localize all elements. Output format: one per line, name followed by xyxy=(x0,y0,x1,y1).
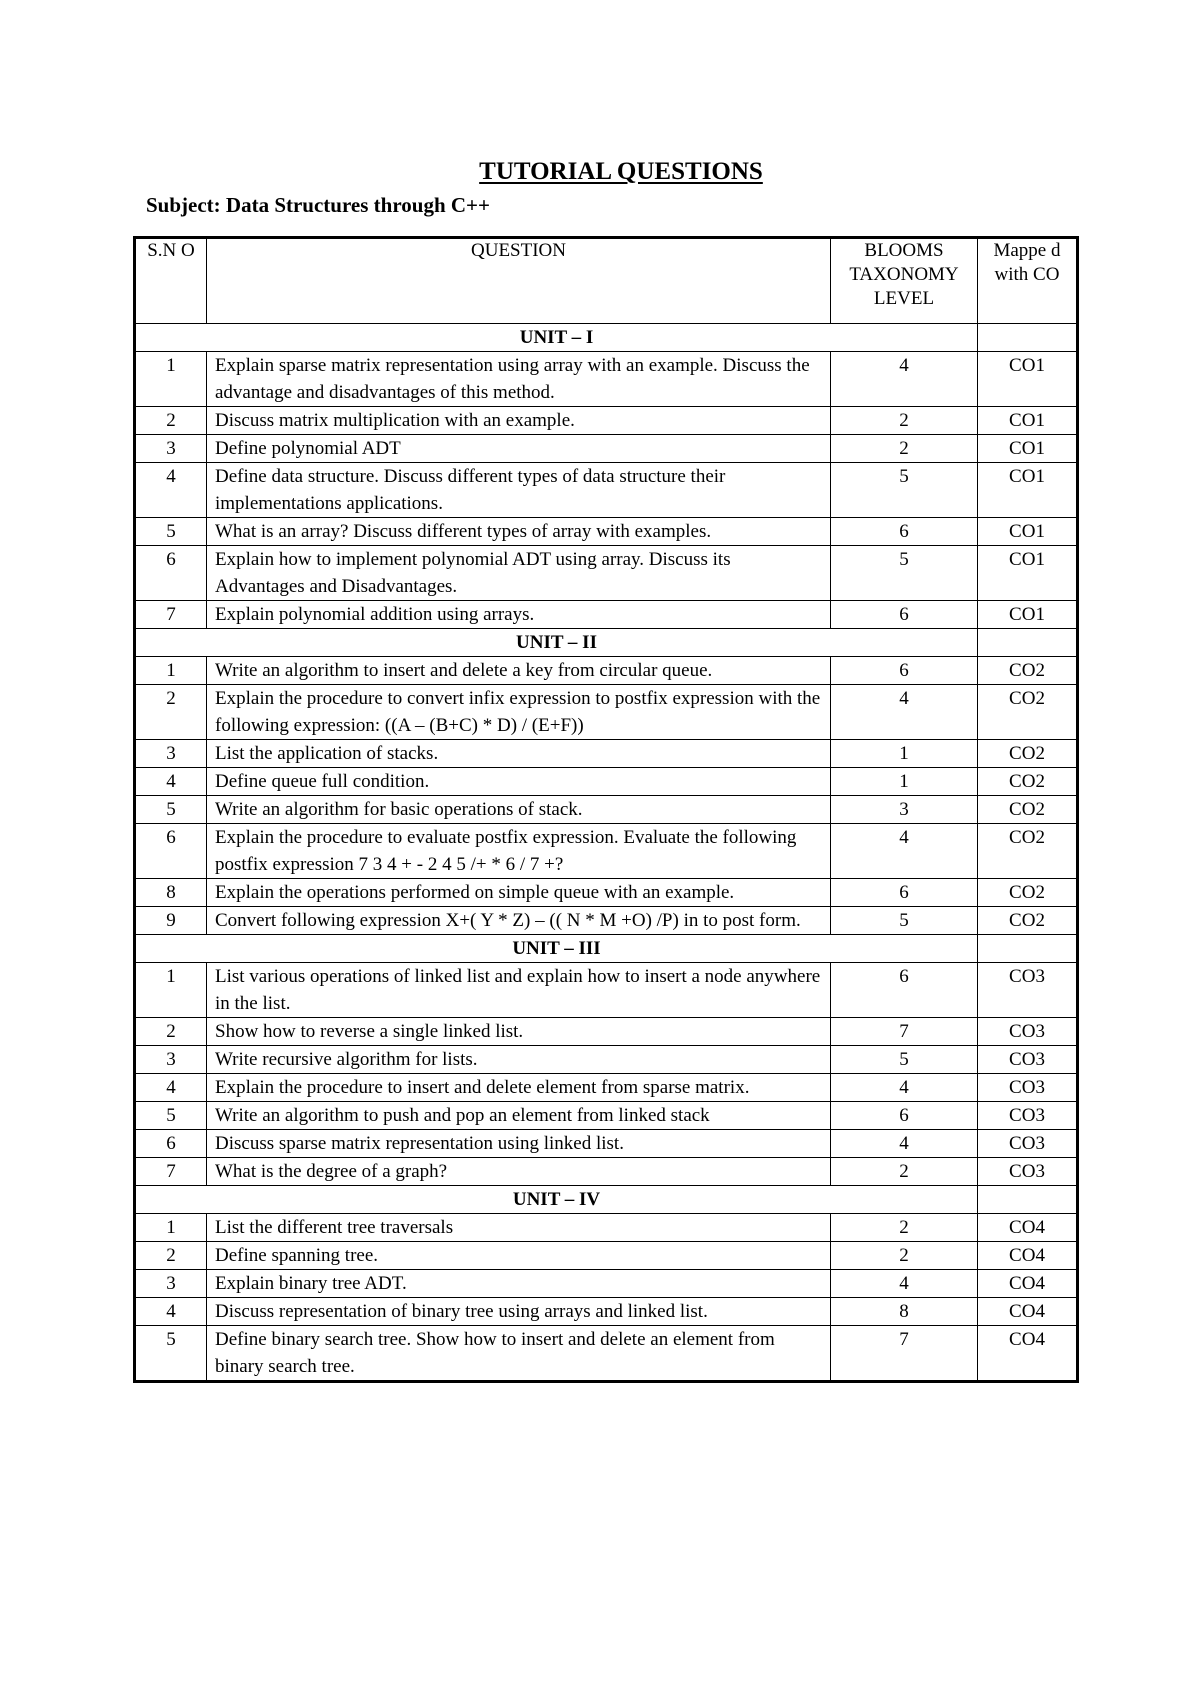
cell-mapped-co: CO3 xyxy=(978,963,1078,1018)
subject-line: Subject: Data Structures through C++ xyxy=(146,193,490,217)
cell-blooms-level: 6 xyxy=(831,963,978,1018)
table-row xyxy=(135,601,1078,629)
table-row xyxy=(135,1298,1078,1326)
cell-mapped-co: CO2 xyxy=(978,879,1078,907)
cell-sno: 8 xyxy=(135,879,207,907)
table-row xyxy=(135,1074,1078,1102)
cell-question: List the application of stacks. xyxy=(207,740,831,768)
table-row xyxy=(135,1046,1078,1074)
table-row xyxy=(135,824,1078,879)
unit-empty-cell xyxy=(978,629,1078,657)
cell-question: Show how to reverse a single linked list. xyxy=(207,1018,831,1046)
unit-title: UNIT – IV xyxy=(135,1186,978,1214)
unit-title: UNIT – I xyxy=(135,324,978,352)
cell-question: Explain the procedure to insert and delete element from sparse matrix. xyxy=(207,1074,831,1102)
table-row xyxy=(135,1130,1078,1158)
cell-blooms-level: 5 xyxy=(831,1046,978,1074)
cell-blooms-level: 4 xyxy=(831,1074,978,1102)
cell-blooms-level: 5 xyxy=(831,463,978,518)
cell-sno: 2 xyxy=(135,685,207,740)
cell-blooms-level: 6 xyxy=(831,879,978,907)
cell-mapped-co: CO3 xyxy=(978,1074,1078,1102)
cell-sno: 4 xyxy=(135,463,207,518)
cell-blooms-level: 2 xyxy=(831,1158,978,1186)
cell-blooms-level: 4 xyxy=(831,824,978,879)
unit-empty-cell xyxy=(978,935,1078,963)
cell-blooms-level: 2 xyxy=(831,1214,978,1242)
cell-question: Explain binary tree ADT. xyxy=(207,1270,831,1298)
cell-question: Define queue full condition. xyxy=(207,768,831,796)
cell-question: Explain the procedure to evaluate postfix expression. Evaluate the following postfix expression 7 3 4 + - 2 4 5 /+ * 6 / 7 +? xyxy=(207,824,831,879)
cell-blooms-level: 6 xyxy=(831,657,978,685)
cell-blooms-level: 8 xyxy=(831,1298,978,1326)
cell-mapped-co: CO1 xyxy=(978,435,1078,463)
cell-blooms-level: 2 xyxy=(831,435,978,463)
cell-blooms-level: 2 xyxy=(831,1242,978,1270)
table-row xyxy=(135,963,1078,1018)
cell-mapped-co: CO2 xyxy=(978,657,1078,685)
cell-mapped-co: CO2 xyxy=(978,907,1078,935)
table-row xyxy=(135,1018,1078,1046)
unit-header-row xyxy=(135,324,1078,352)
cell-sno: 1 xyxy=(135,352,207,407)
cell-blooms-level: 1 xyxy=(831,740,978,768)
cell-blooms-level: 5 xyxy=(831,907,978,935)
cell-sno: 3 xyxy=(135,1046,207,1074)
cell-mapped-co: CO2 xyxy=(978,768,1078,796)
table-row xyxy=(135,1158,1078,1186)
table-row xyxy=(135,518,1078,546)
cell-question: Define polynomial ADT xyxy=(207,435,831,463)
cell-sno: 1 xyxy=(135,1214,207,1242)
cell-question: Discuss matrix multiplication with an example. xyxy=(207,407,831,435)
cell-sno: 5 xyxy=(135,1326,207,1382)
cell-sno: 2 xyxy=(135,1018,207,1046)
cell-question: Explain how to implement polynomial ADT using array. Discuss its Advantages and Disadvantages. xyxy=(207,546,831,601)
unit-empty-cell xyxy=(978,324,1078,352)
unit-title: UNIT – II xyxy=(135,629,978,657)
cell-question: What is the degree of a graph? xyxy=(207,1158,831,1186)
cell-blooms-level: 6 xyxy=(831,1102,978,1130)
cell-blooms-level: 2 xyxy=(831,407,978,435)
cell-question: Define binary search tree. Show how to insert and delete an element from binary search tree. xyxy=(207,1326,831,1382)
cell-mapped-co: CO2 xyxy=(978,796,1078,824)
cell-sno: 5 xyxy=(135,796,207,824)
cell-mapped-co: CO3 xyxy=(978,1130,1078,1158)
cell-mapped-co: CO3 xyxy=(978,1102,1078,1130)
cell-question: List the different tree traversals xyxy=(207,1214,831,1242)
cell-mapped-co: CO1 xyxy=(978,518,1078,546)
cell-sno: 1 xyxy=(135,963,207,1018)
table-row xyxy=(135,1326,1078,1382)
cell-mapped-co: CO4 xyxy=(978,1326,1078,1382)
cell-blooms-level: 5 xyxy=(831,546,978,601)
table-header-row xyxy=(135,238,1078,324)
cell-blooms-level: 4 xyxy=(831,1270,978,1298)
cell-mapped-co: CO3 xyxy=(978,1158,1078,1186)
unit-title: UNIT – III xyxy=(135,935,978,963)
cell-mapped-co: CO3 xyxy=(978,1046,1078,1074)
cell-sno: 3 xyxy=(135,1270,207,1298)
cell-question: Convert following expression X+( Y * Z) – (( N * M +O) /P) in to post form. xyxy=(207,907,831,935)
cell-question: Discuss sparse matrix representation using linked list. xyxy=(207,1130,831,1158)
cell-mapped-co: CO1 xyxy=(978,407,1078,435)
cell-question: Write an algorithm to push and pop an element from linked stack xyxy=(207,1102,831,1130)
table-row xyxy=(135,685,1078,740)
table-row xyxy=(135,352,1078,407)
cell-question: Explain the procedure to convert infix expression to postfix expression with the following expression: ((A – (B+C) * D) / (E+F)) xyxy=(207,685,831,740)
cell-sno: 9 xyxy=(135,907,207,935)
questions-table xyxy=(133,236,1079,1383)
table-row xyxy=(135,1270,1078,1298)
cell-sno: 7 xyxy=(135,1158,207,1186)
cell-sno: 2 xyxy=(135,1242,207,1270)
cell-blooms-level: 7 xyxy=(831,1018,978,1046)
cell-blooms-level: 6 xyxy=(831,601,978,629)
cell-sno: 6 xyxy=(135,1130,207,1158)
table-row xyxy=(135,879,1078,907)
cell-mapped-co: CO1 xyxy=(978,546,1078,601)
table-row xyxy=(135,463,1078,518)
page-title: TUTORIAL QUESTIONS xyxy=(479,158,763,185)
table-row xyxy=(135,1214,1078,1242)
cell-sno: 6 xyxy=(135,546,207,601)
cell-sno: 3 xyxy=(135,435,207,463)
unit-empty-cell xyxy=(978,1186,1078,1214)
cell-question: Define data structure. Discuss different types of data structure their implementations applications. xyxy=(207,463,831,518)
cell-sno: 6 xyxy=(135,824,207,879)
cell-mapped-co: CO1 xyxy=(978,601,1078,629)
cell-mapped-co: CO4 xyxy=(978,1298,1078,1326)
cell-question: Explain sparse matrix representation using array with an example. Discuss the advantage and disadvantages of this method. xyxy=(207,352,831,407)
cell-sno: 5 xyxy=(135,1102,207,1130)
cell-question: Write an algorithm to insert and delete a key from circular queue. xyxy=(207,657,831,685)
unit-header-row xyxy=(135,935,1078,963)
unit-header-row xyxy=(135,629,1078,657)
table-row xyxy=(135,1102,1078,1130)
cell-sno: 5 xyxy=(135,518,207,546)
cell-question: Explain the operations performed on simple queue with an example. xyxy=(207,879,831,907)
cell-blooms-level: 3 xyxy=(831,796,978,824)
cell-blooms-level: 4 xyxy=(831,685,978,740)
cell-sno: 7 xyxy=(135,601,207,629)
table-row xyxy=(135,435,1078,463)
table-row xyxy=(135,740,1078,768)
table-row xyxy=(135,768,1078,796)
cell-sno: 4 xyxy=(135,1074,207,1102)
cell-mapped-co: CO4 xyxy=(978,1242,1078,1270)
cell-blooms-level: 4 xyxy=(831,352,978,407)
table-row xyxy=(135,657,1078,685)
cell-mapped-co: CO2 xyxy=(978,685,1078,740)
cell-sno: 4 xyxy=(135,768,207,796)
cell-mapped-co: CO1 xyxy=(978,352,1078,407)
header-mapped-co: Mappe d with CO xyxy=(978,238,1078,324)
cell-mapped-co: CO1 xyxy=(978,463,1078,518)
unit-header-row xyxy=(135,1186,1078,1214)
header-blooms-level: BLOOMS TAXONOMY LEVEL xyxy=(831,238,978,324)
cell-sno: 4 xyxy=(135,1298,207,1326)
cell-question: Write an algorithm for basic operations of stack. xyxy=(207,796,831,824)
cell-sno: 3 xyxy=(135,740,207,768)
cell-question: Explain polynomial addition using arrays. xyxy=(207,601,831,629)
cell-mapped-co: CO4 xyxy=(978,1214,1078,1242)
cell-mapped-co: CO2 xyxy=(978,740,1078,768)
table-body xyxy=(135,324,1078,1382)
cell-question: What is an array? Discuss different types of array with examples. xyxy=(207,518,831,546)
header-sno: S.N O xyxy=(135,238,207,324)
table-row xyxy=(135,796,1078,824)
cell-question: Discuss representation of binary tree using arrays and linked list. xyxy=(207,1298,831,1326)
table-row xyxy=(135,546,1078,601)
table-row xyxy=(135,907,1078,935)
cell-mapped-co: CO2 xyxy=(978,824,1078,879)
cell-blooms-level: 7 xyxy=(831,1326,978,1382)
cell-mapped-co: CO3 xyxy=(978,1018,1078,1046)
cell-sno: 2 xyxy=(135,407,207,435)
cell-sno: 1 xyxy=(135,657,207,685)
cell-blooms-level: 1 xyxy=(831,768,978,796)
table-row xyxy=(135,1242,1078,1270)
cell-blooms-level: 4 xyxy=(831,1130,978,1158)
cell-question: Write recursive algorithm for lists. xyxy=(207,1046,831,1074)
cell-question: List various operations of linked list and explain how to insert a node anywhere in the list. xyxy=(207,963,831,1018)
cell-blooms-level: 6 xyxy=(831,518,978,546)
header-question: QUESTION xyxy=(207,238,831,324)
cell-question: Define spanning tree. xyxy=(207,1242,831,1270)
cell-mapped-co: CO4 xyxy=(978,1270,1078,1298)
table-row xyxy=(135,407,1078,435)
